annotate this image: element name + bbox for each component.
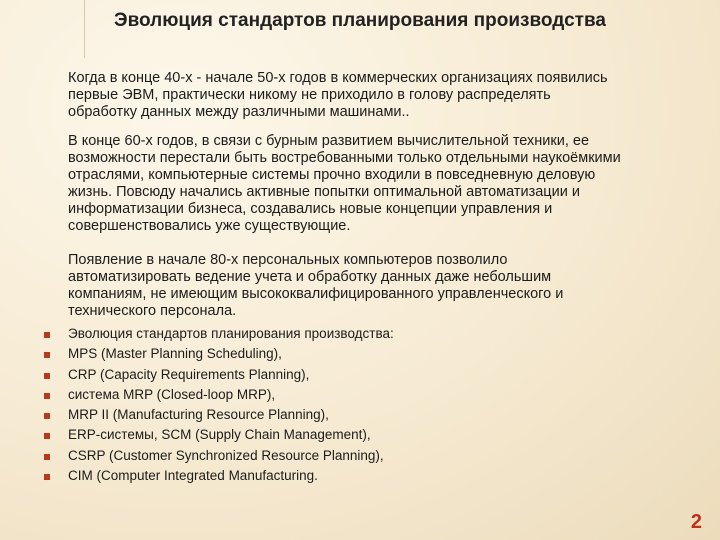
list-item-text: CSRP (Customer Synchronized Resource Planning), xyxy=(68,447,384,463)
paragraph-line: информатизации бизнеса, создавались новые концепции управления и xyxy=(68,201,553,217)
list-item xyxy=(42,344,682,364)
square-bullet-icon xyxy=(44,413,50,419)
list-item-text: MRP II (Manufacturing Resource Planning), xyxy=(68,407,329,423)
paragraph-line: совершенствовались уже существующие. xyxy=(68,218,351,234)
paragraph-2 xyxy=(68,133,688,235)
square-bullet-icon xyxy=(44,474,50,480)
list-item xyxy=(42,446,682,466)
list-item-text: CIM (Computer Integrated Manufacturing. xyxy=(68,468,318,484)
list-item xyxy=(42,324,682,344)
paragraph-line: возможности перестали быть востребованными только отдельными наукоёмкими xyxy=(68,150,621,166)
square-bullet-icon xyxy=(44,454,50,460)
square-bullet-icon xyxy=(44,433,50,439)
paragraph-3 xyxy=(68,252,688,320)
paragraph-line: автоматизировать ведение учета и обработку данных даже небольшим xyxy=(68,269,552,285)
list-item-text: MPS (Master Planning Scheduling), xyxy=(68,346,282,362)
list-item xyxy=(42,365,682,385)
square-bullet-icon xyxy=(44,352,50,358)
square-bullet-icon xyxy=(44,332,50,338)
standards-list xyxy=(42,324,682,486)
paragraph-line: В конце 60-х годов, в связи с бурным развитием вычислительной техники, ее xyxy=(68,133,590,149)
paragraph-line: обработку данных между различными машинами.. xyxy=(68,104,410,120)
list-item-text: система MRP (Closed-loop MRP), xyxy=(68,386,276,402)
list-item xyxy=(42,385,682,405)
paragraph-line: жизнь. Повсюду начались активные попытки оптимальной автоматизации и xyxy=(68,184,580,200)
list-item xyxy=(42,466,682,486)
list-item-text: CRP (Capacity Requirements Planning), xyxy=(68,366,310,382)
paragraph-1 xyxy=(68,70,688,121)
paragraph-line: первые ЭВМ, практически никому не приходило в голову распределять xyxy=(68,87,551,103)
list-item xyxy=(42,405,682,425)
paragraph-line: отраслями, компьютерные системы прочно входили в повседневную деловую xyxy=(68,167,596,183)
square-bullet-icon xyxy=(44,393,50,399)
paragraph-line: Когда в конце 40-х - начале 50-х годов в коммерческих организациях появились xyxy=(68,70,608,86)
slide-title: Эволюция стандартов планирования производства xyxy=(114,10,606,31)
square-bullet-icon xyxy=(44,373,50,379)
paragraph-line: компаниям, не имеющим высококвалифицированного управленческого и xyxy=(68,286,564,302)
list-item xyxy=(42,425,682,445)
paragraph-line: Появление в начале 80-х персональных компьютеров позволило xyxy=(68,252,508,268)
paragraph-line: технического персонала. xyxy=(68,303,237,319)
list-item-text: Эволюция стандартов планирования производства: xyxy=(68,326,394,341)
page-number: 2 xyxy=(690,511,702,533)
list-item-text: ERP-системы, SCM (Supply Chain Management), xyxy=(68,427,371,443)
